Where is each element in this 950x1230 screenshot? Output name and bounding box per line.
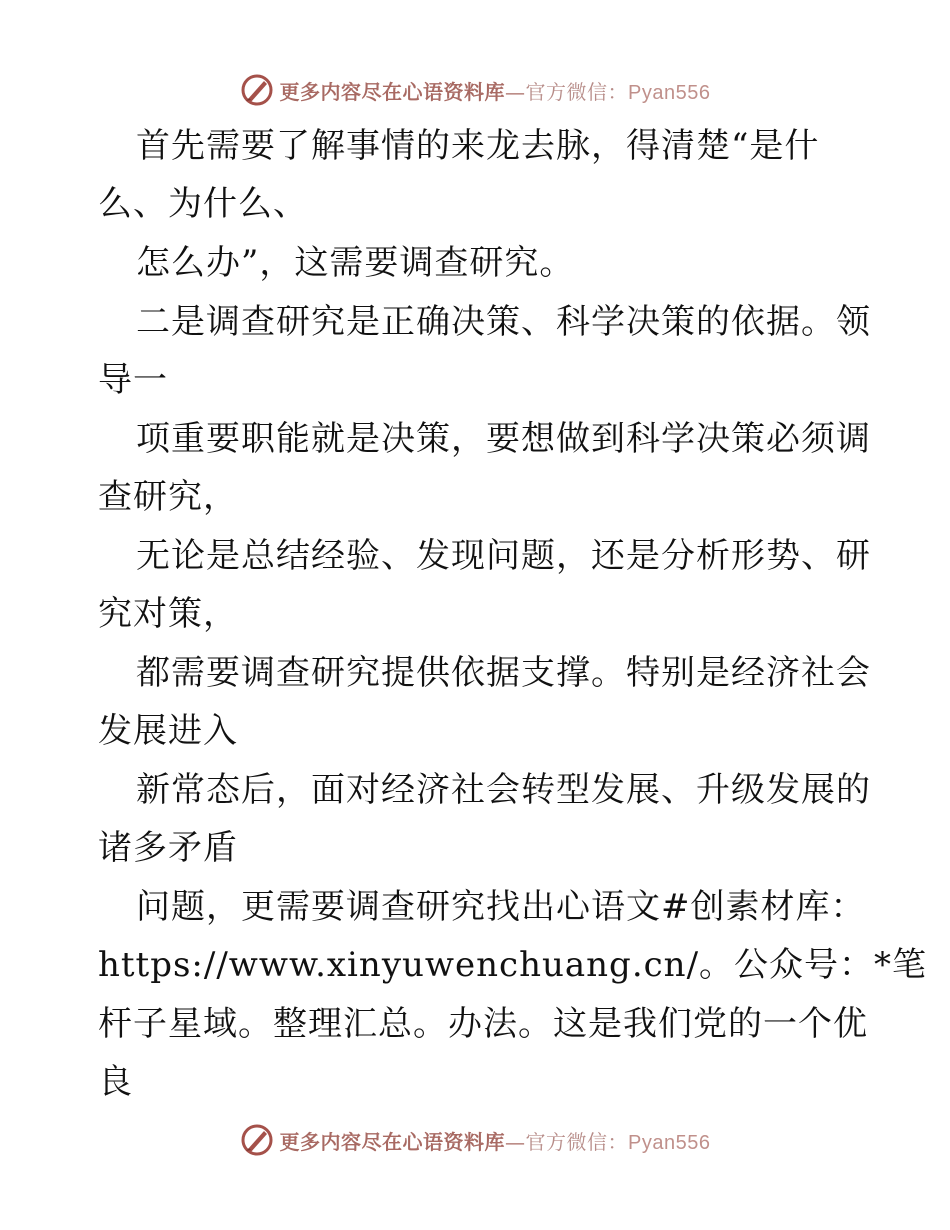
header-banner (0, 70, 950, 110)
banner-site-text: 更多内容尽在心语资料库 (279, 79, 506, 104)
body-line: 杆子星域。整理汇总。办法。这是我们党的一个优 (98, 1004, 868, 1044)
banner-dash: — (505, 79, 526, 104)
body-line: 新常态后，面对经济社会转型发展、升级发展的 (136, 770, 871, 810)
body-line: 良 (98, 1062, 133, 1102)
body-line: 查研究， (98, 477, 238, 517)
banner-official-label: 官方微信： (525, 79, 629, 104)
body-line: 怎么办”，这需要调查研究。 (136, 243, 575, 283)
body-line: 究对策， (98, 594, 238, 634)
body-line: 问题，更需要调查研究找出心语文#创素材库： (136, 887, 866, 927)
body-line: 导一 (98, 360, 168, 400)
banner-wechat-id: Pyan556 (628, 81, 711, 104)
body-line: 都需要调查研究提供依据支撑。特别是经济社会 (136, 653, 871, 693)
body-line: 项重要职能就是决策，要想做到科学决策必须调 (136, 419, 871, 459)
banner-official-label: 官方微信： (525, 1129, 629, 1154)
footer-banner (0, 1120, 950, 1160)
body-line: 首先需要了解事情的来龙去脉，得清楚“是什 (136, 126, 820, 166)
banner-wechat-id: Pyan556 (628, 1131, 711, 1154)
body-line: 诸多矛盾 (98, 828, 238, 868)
body-line: https://www.xinyuwenchuang.cn/。公众号：*笔 (98, 945, 928, 985)
pen-logo-icon (240, 73, 274, 107)
banner-site-text: 更多内容尽在心语资料库 (279, 1129, 506, 1154)
pen-logo-icon (240, 1123, 274, 1157)
body-line: 二是调查研究是正确决策、科学决策的依据。领 (136, 302, 871, 342)
body-line: 么、为什么、 (98, 184, 308, 224)
body-line: 无论是总结经验、发现问题，还是分析形势、研 (136, 536, 871, 576)
banner-dash: — (505, 1129, 526, 1154)
body-line: 发展进入 (98, 711, 238, 751)
